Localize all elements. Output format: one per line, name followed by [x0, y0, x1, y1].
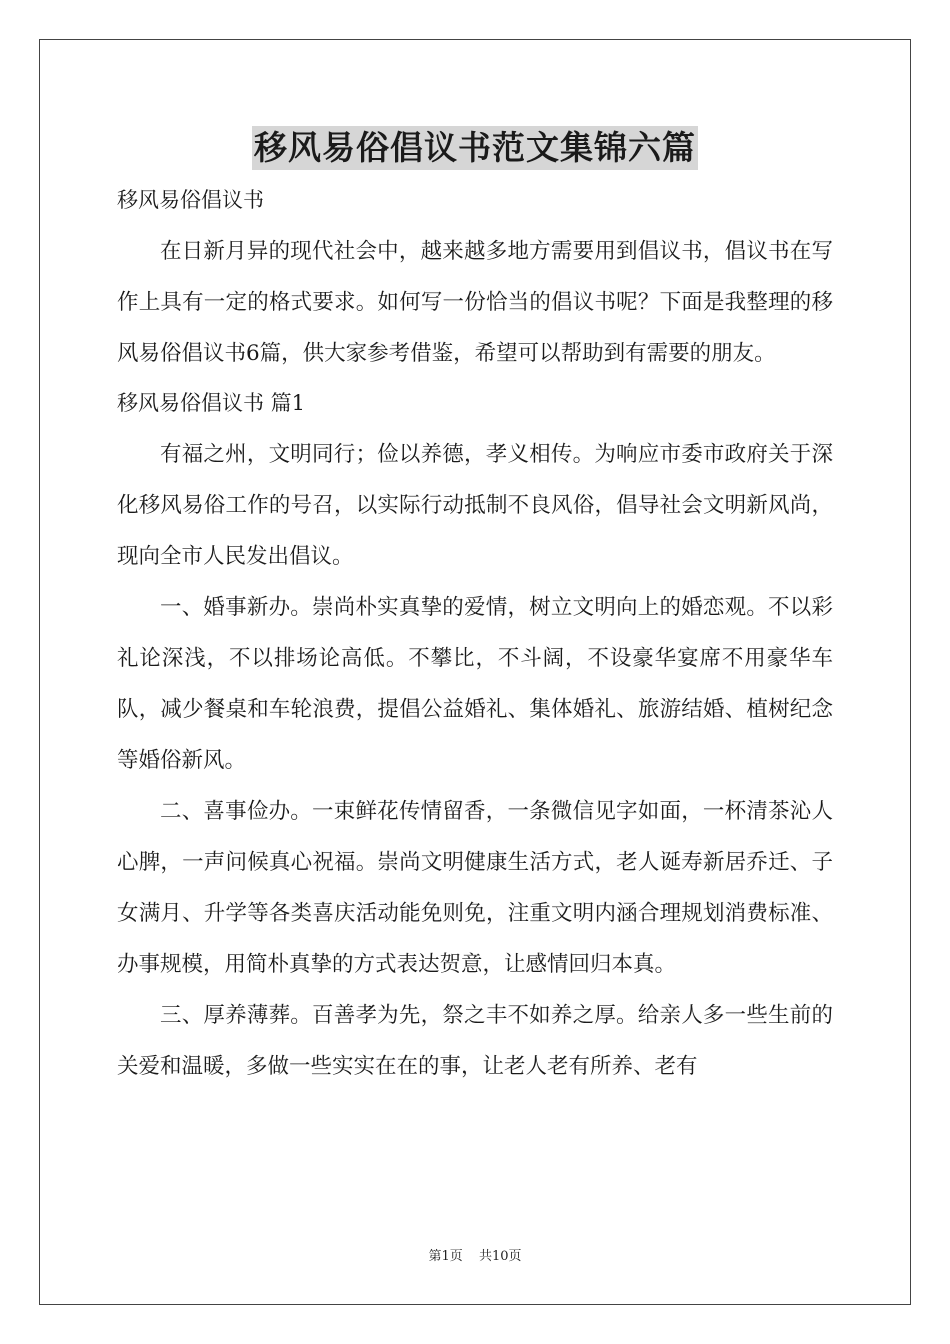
page-footer	[0, 1248, 950, 1266]
total-pages: 共10页	[478, 1249, 522, 1264]
paragraph: 有福之州，文明同行；俭以养德，孝义相传。为响应市委市政府关于深化移风易俗工作的号召，以实际行动抵制不良风俗，倡导社会文明新风尚，现向全市人民发出倡议。	[117, 442, 833, 569]
document-body	[117, 178, 833, 1092]
paragraph: 三、厚养薄葬。百善孝为先，祭之丰不如养之厚。给亲人多一些生前的关爱和温暖，多做一些实实在在的事，让老人老有所养、老有	[117, 1003, 833, 1079]
intro-paragraph: 在日新月异的现代社会中，越来越多地方需要用到倡议书，倡议书在写作上具有一定的格式要求。如何写一份恰当的倡议书呢？下面是我整理的移风易俗倡议书6篇，供大家参考借鉴，希望可以帮助到有需要的朋友。	[117, 239, 833, 366]
subtitle: 移风易俗倡议书	[117, 188, 264, 212]
document-title-text: 移风易俗倡议书范文集锦六篇	[252, 126, 698, 170]
paragraph: 二、喜事俭办。一束鲜花传情留香，一条微信见字如面，一杯清茶沁人心脾，一声问候真心祝福。崇尚文明健康生活方式，老人诞寿新居乔迁、子女满月、升学等各类喜庆活动能免则免，注重文明内涵合理规划消费标准、办事规模，用简朴真挚的方式表达贺意，让感情回归本真。	[117, 799, 833, 977]
paragraph: 一、婚事新办。崇尚朴实真挚的爱情，树立文明向上的婚恋观。不以彩礼论深浅，不以排场论高低。不攀比，不斗阔，不设豪华宴席不用豪华车队，减少餐桌和车轮浪费，提倡公益婚礼、集体婚礼、旅游结婚、植树纪念等婚俗新风。	[117, 595, 833, 773]
section-heading: 移风易俗倡议书 篇1	[117, 391, 306, 415]
document-title	[0, 126, 950, 170]
page-number: 第1页	[428, 1249, 463, 1264]
